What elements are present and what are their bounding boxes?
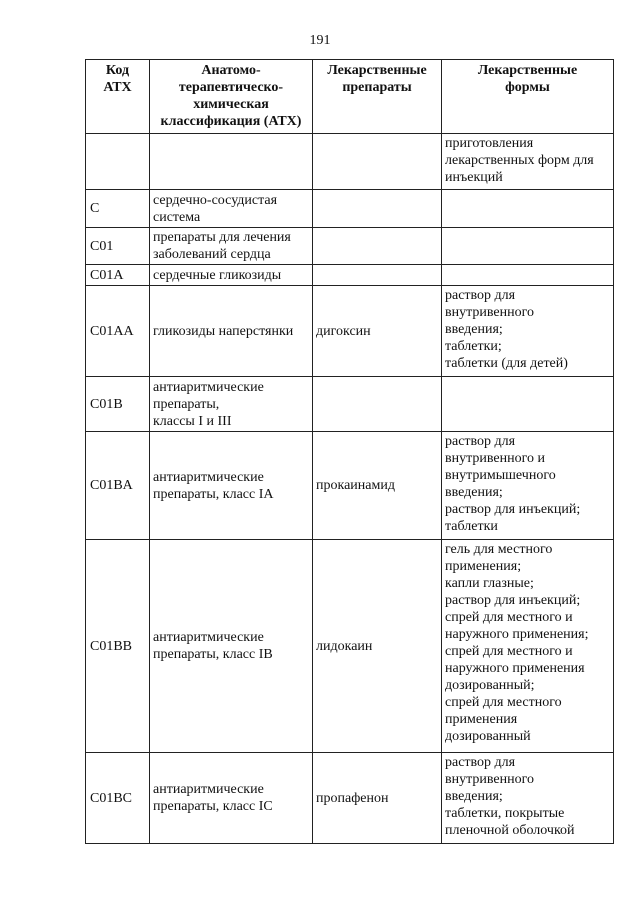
atx-code-cell: C01AA: [86, 286, 150, 377]
classification-cell: антиаритмические препараты, класс IC: [150, 753, 313, 844]
table-row: [86, 432, 614, 540]
classification-cell: препараты для лечения заболеваний сердца: [150, 228, 313, 265]
page-number: 191: [309, 33, 331, 48]
drug-cell: лидокаин: [313, 540, 442, 753]
drug-cell: дигоксин: [313, 286, 442, 377]
atx-code-cell: [86, 134, 150, 190]
table-row: [86, 134, 614, 190]
drug-cell: прокаинамид: [313, 432, 442, 540]
drug-cell: [313, 190, 442, 228]
classification-cell: [150, 134, 313, 190]
table-row: [86, 190, 614, 228]
atx-code-cell: C01: [86, 228, 150, 265]
classification-cell: сердечные гликозиды: [150, 265, 313, 286]
atx-code-cell: C01A: [86, 265, 150, 286]
table-row: [86, 377, 614, 432]
table-row: [86, 286, 614, 377]
dosage-forms-cell: раствор для внутривенного введения; таблетки, покрытые пленочной оболочкой: [442, 753, 614, 844]
table-row: [86, 753, 614, 844]
dosage-forms-cell: [442, 265, 614, 286]
classification-cell: гликозиды наперстянки: [150, 286, 313, 377]
atx-code-cell: C: [86, 190, 150, 228]
atx-code-cell: C01BC: [86, 753, 150, 844]
header-dosage-forms: Лекарственные формы: [442, 60, 614, 134]
table-row: [86, 540, 614, 753]
drug-cell: [313, 134, 442, 190]
atx-code-cell: C01BB: [86, 540, 150, 753]
atx-code-cell: C01BA: [86, 432, 150, 540]
dosage-forms-cell: [442, 190, 614, 228]
table-row: [86, 265, 614, 286]
drug-cell: [313, 377, 442, 432]
drug-cell: [313, 228, 442, 265]
table-row: [86, 228, 614, 265]
table-header-row: [86, 60, 614, 134]
dosage-forms-cell: [442, 377, 614, 432]
dosage-forms-cell: раствор для внутривенного и внутримышечного введения; раствор для инъекций; таблетки: [442, 432, 614, 540]
dosage-forms-cell: приготовления лекарственных форм для инъекций: [442, 134, 614, 190]
atx-drug-table: [85, 59, 614, 844]
header-drugs: Лекарственные препараты: [313, 60, 442, 134]
header-atx-classification: Анатомо- терапевтическо- химическая классификация (АТХ): [150, 60, 313, 134]
drug-cell: пропафенон: [313, 753, 442, 844]
atx-code-cell: C01B: [86, 377, 150, 432]
drug-cell: [313, 265, 442, 286]
dosage-forms-cell: раствор для внутривенного введения; таблетки; таблетки (для детей): [442, 286, 614, 377]
classification-cell: антиаритмические препараты, класс IB: [150, 540, 313, 753]
classification-cell: антиаритмические препараты, классы I и III: [150, 377, 313, 432]
classification-cell: антиаритмические препараты, класс IA: [150, 432, 313, 540]
dosage-forms-cell: гель для местного применения; капли глазные; раствор для инъекций; спрей для местного и наружного применения; спрей для местного и наружного применения дозированный; спрей для местного применения дозированный: [442, 540, 614, 753]
classification-cell: сердечно-сосудистая система: [150, 190, 313, 228]
header-atx-code: Код АТХ: [86, 60, 150, 134]
dosage-forms-cell: [442, 228, 614, 265]
